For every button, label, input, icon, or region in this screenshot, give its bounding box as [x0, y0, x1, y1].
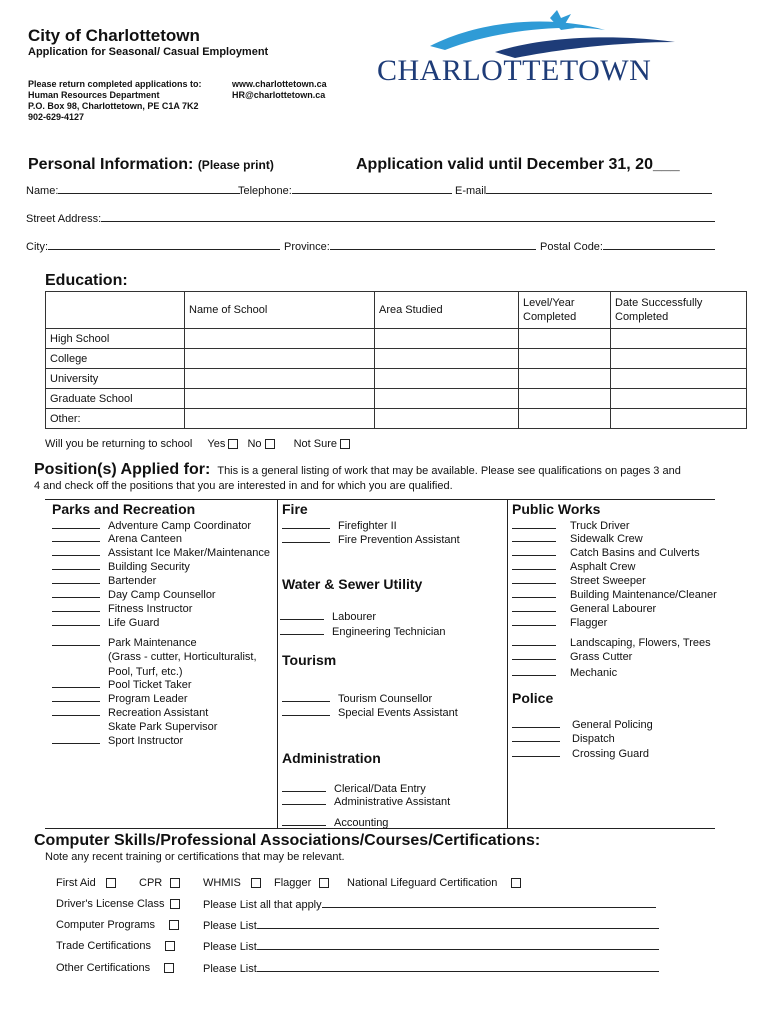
list-item[interactable]: Mechanic	[512, 667, 617, 679]
list-item[interactable]: Truck Driver	[512, 520, 629, 532]
list-item[interactable]: Flagger	[512, 617, 607, 629]
list-item-detail: (Grass - cutter, Horticulturalist,	[108, 651, 257, 663]
table-row: High School	[46, 329, 747, 349]
list-item[interactable]: Sidewalk Crew	[512, 533, 643, 545]
skills-note: Note any recent training or certifications that may be relevant.	[45, 851, 345, 863]
other-certifications-row: Other Certifications	[56, 962, 174, 974]
list-item[interactable]: Grass Cutter	[512, 651, 632, 663]
city-title: City of Charlottetown	[28, 26, 200, 45]
police-title: Police	[512, 690, 554, 706]
computer-programs-row: Computer Programs	[56, 919, 179, 931]
list-item[interactable]: Street Sweeper	[512, 575, 646, 587]
list-item[interactable]: Catch Basins and Culverts	[512, 547, 700, 559]
parks-title: Parks and Recreation	[52, 501, 196, 517]
tourism-title: Tourism	[282, 652, 337, 668]
list-item[interactable]: Administrative Assistant	[282, 796, 450, 808]
list-item[interactable]: Firefighter II	[282, 520, 397, 532]
name-field[interactable]: Name:	[26, 184, 240, 197]
application-valid: Application valid until December 31, 20___	[356, 156, 680, 173]
list-item[interactable]: Program Leader	[52, 693, 188, 705]
list-item[interactable]: Recreation Assistant	[52, 707, 208, 719]
column-divider	[277, 499, 278, 829]
table-header-row: Name of School Area Studied Level/Year Completed Date Successfully Completed	[46, 292, 747, 329]
positions-header: Position(s) Applied for: This is a general listing of work that may be available. Please see qualifications on pages 3 and	[34, 461, 681, 478]
city-field[interactable]: City:	[26, 240, 280, 253]
list-item[interactable]: General Labourer	[512, 603, 656, 615]
list-item[interactable]: Assistant Ice Maker/Maintenance	[52, 547, 270, 559]
form-subtitle: Application for Seasonal/ Casual Employment	[28, 46, 269, 58]
administration-title: Administration	[282, 750, 381, 766]
list-item[interactable]: Park Maintenance	[52, 637, 197, 649]
list-item[interactable]: Fire Prevention Assistant	[282, 534, 460, 546]
list-item[interactable]: Day Camp Counsellor	[52, 589, 216, 601]
list-item[interactable]: Asphalt Crew	[512, 561, 635, 573]
table-row: University	[46, 369, 747, 389]
province-field[interactable]: Province:	[284, 240, 536, 253]
list-item[interactable]: Fitness Instructor	[52, 603, 192, 615]
list-item[interactable]: Arena Canteen	[52, 533, 182, 545]
checkbox[interactable]	[165, 941, 175, 951]
trade-certifications-list[interactable]: Please List	[203, 940, 659, 953]
computer-programs-list[interactable]: Please List	[203, 919, 659, 932]
not-sure-checkbox[interactable]	[340, 439, 350, 449]
list-item-detail: Pool, Turf, etc.)	[108, 666, 183, 678]
list-item[interactable]: Tourism Counsellor	[282, 693, 432, 705]
checkbox[interactable]	[319, 878, 329, 888]
lifeguard-option[interactable]: National Lifeguard Certification	[347, 877, 521, 889]
table-row: College	[46, 349, 747, 369]
list-item[interactable]: Bartender	[52, 575, 156, 587]
checkbox[interactable]	[169, 920, 179, 930]
skills-title: Computer Skills/Professional Associations/Courses/Certifications:	[34, 832, 541, 849]
no-checkbox[interactable]	[265, 439, 275, 449]
table-row: Graduate School	[46, 389, 747, 409]
education-title: Education:	[45, 272, 128, 289]
drivers-license-row: Driver's License Class	[56, 898, 180, 910]
list-item[interactable]: Clerical/Data Entry	[282, 783, 426, 795]
table-row: Other:	[46, 409, 747, 429]
list-item[interactable]: Dispatch	[512, 733, 615, 745]
water-title: Water & Sewer Utility	[282, 576, 423, 592]
checkbox[interactable]	[164, 963, 174, 973]
education-table	[45, 291, 747, 429]
returning-to-school: Will you be returning to school Yes No Not Sure	[45, 438, 350, 450]
list-item[interactable]: Building Security	[52, 561, 190, 573]
flagger-option[interactable]: Flagger	[274, 877, 329, 889]
list-item[interactable]: Life Guard	[52, 617, 159, 629]
public-works-title: Public Works	[512, 501, 601, 517]
list-item[interactable]: Skate Park Supervisor	[108, 721, 218, 733]
checkbox[interactable]	[170, 899, 180, 909]
other-certifications-list[interactable]: Please List	[203, 962, 659, 975]
list-item[interactable]: Landscaping, Flowers, Trees	[512, 637, 711, 649]
list-item[interactable]: Special Events Assistant	[282, 707, 458, 719]
trade-certifications-row: Trade Certifications	[56, 940, 175, 952]
whmis-option[interactable]: WHMIS	[203, 877, 261, 889]
list-item[interactable]: Adventure Camp Coordinator	[52, 520, 251, 532]
list-item[interactable]: Engineering Technician	[280, 626, 446, 638]
charlottetown-logo: CHARLOTTETOWN	[375, 8, 685, 90]
email-field[interactable]: E-mail	[455, 184, 712, 197]
list-item[interactable]: Building Maintenance/Cleaner	[512, 589, 717, 601]
list-item[interactable]: Crossing Guard	[512, 748, 649, 760]
return-address: Please return completed applications to: Human Resources Department P.O. Box 98, Charlottetown, PE C1A 7K2 902-629-4127	[28, 79, 202, 122]
column-divider	[507, 499, 508, 829]
list-item[interactable]: Sport Instructor	[52, 735, 183, 747]
list-item[interactable]: General Policing	[512, 719, 653, 731]
personal-info-title: Personal Information: (Please print)	[28, 156, 274, 173]
street-address-field[interactable]: Street Address:	[26, 212, 715, 225]
fire-title: Fire	[282, 501, 308, 517]
contact-info: www.charlottetown.ca HR@charlottetown.ca	[232, 79, 327, 100]
drivers-license-list[interactable]: Please List all that apply	[203, 898, 656, 911]
checkbox[interactable]	[106, 878, 116, 888]
yes-checkbox[interactable]	[228, 439, 238, 449]
list-item[interactable]: Accounting	[282, 817, 388, 829]
cpr-option[interactable]: CPR	[139, 877, 180, 889]
checkbox[interactable]	[251, 878, 261, 888]
postal-code-field[interactable]: Postal Code:	[540, 240, 715, 253]
list-item[interactable]: Labourer	[280, 611, 376, 623]
first-aid-option[interactable]: First Aid	[56, 877, 116, 889]
telephone-field[interactable]: Telephone:	[238, 184, 452, 197]
list-item[interactable]: Pool Ticket Taker	[52, 679, 192, 691]
checkbox[interactable]	[511, 878, 521, 888]
checkbox[interactable]	[170, 878, 180, 888]
positions-note: 4 and check off the positions that you are interested in and for which you are qualified.	[34, 480, 453, 492]
